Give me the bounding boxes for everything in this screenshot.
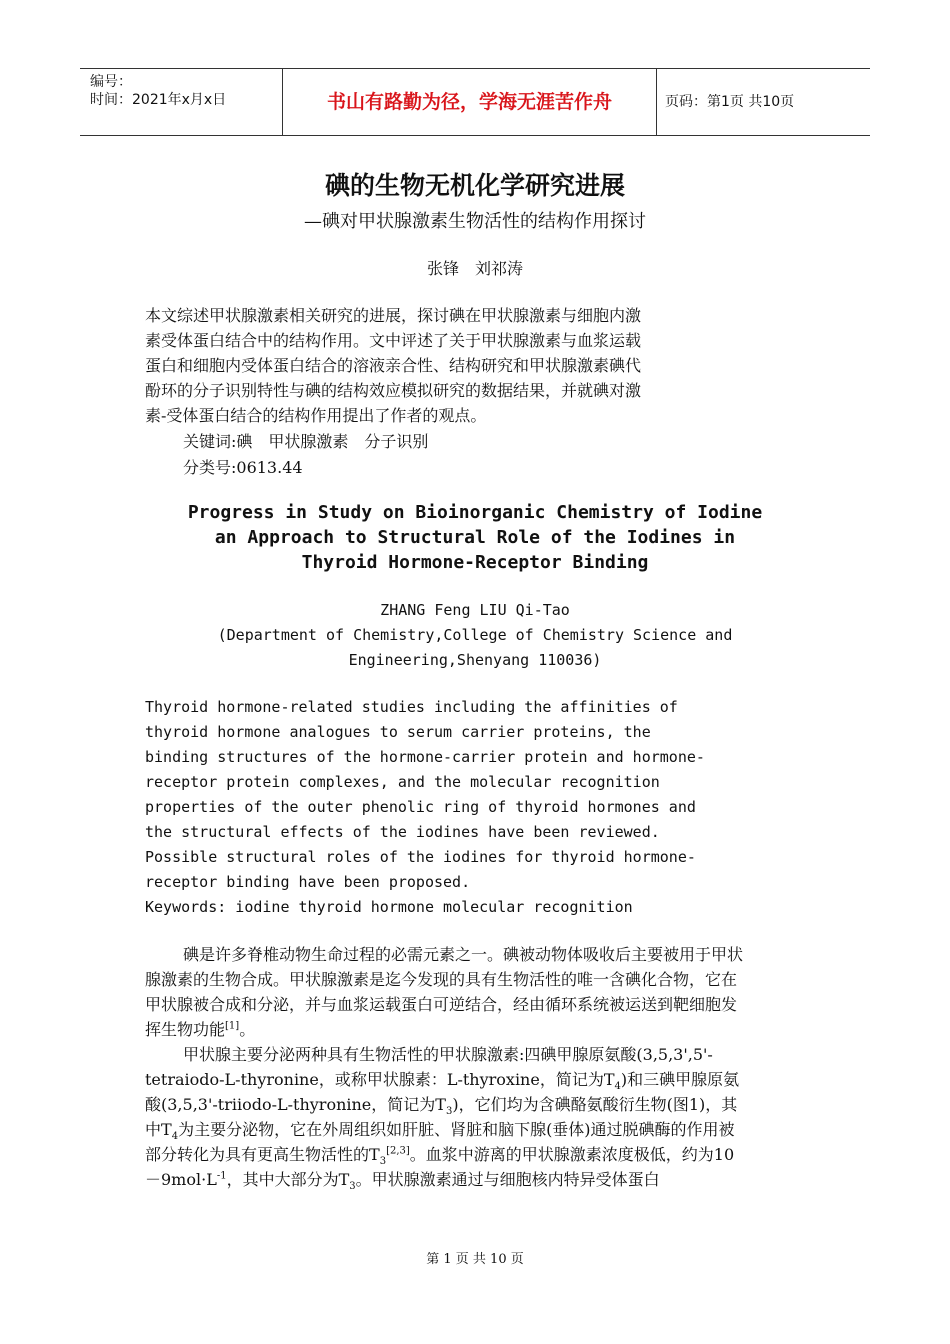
page-code: 页码：第1页 共10页 — [665, 94, 795, 110]
abstract-en-line: thyroid hormone analogues to serum carrier proteins, the — [145, 723, 651, 741]
motto: 书山有路勤为径，学海无涯苦作舟 — [283, 69, 657, 135]
english-affiliation-line: Engineering,Shenyang 110036) — [348, 651, 602, 669]
abstract-en-line: the structural effects of the iodines have been reviewed. — [145, 823, 660, 841]
abstract-cn-line: 素-受体蛋白结合的结构作用提出了作者的观点。 — [145, 406, 487, 425]
abstract-cn — [145, 303, 745, 428]
keywords-en: Keywords: iodine thyroid hormone molecular recognition — [145, 898, 633, 916]
abstract-en-line: receptor protein complexes, and the molecular recognition — [145, 773, 660, 791]
abstract-en-line: Possible structural roles of the iodines for thyroid hormone- — [145, 848, 696, 866]
english-title-line: Thyroid Hormone-Receptor Binding — [301, 552, 649, 573]
header-meta-cell — [80, 69, 283, 135]
english-title-line: Progress in Study on Bioinorganic Chemistry of Iodine — [187, 502, 763, 523]
english-affiliation-line: (Department of Chemistry,College of Chemistry Science and — [217, 626, 733, 644]
body-paragraph-1: 碘是许多脊椎动物生命过程的必需元素之一。碘被动物体吸收后主要被用于甲状腺激素的生物合成。甲状腺激素是迄今发现的具有生物活性的唯一含碘化合物，它在甲状腺被合成和分泌，并与血浆运载蛋白可逆结合，经由循环系统被运送到靶细胞发挥生物功能[1]。 — [145, 945, 744, 1039]
authors: 张锋 刘祁涛 — [426, 259, 523, 278]
abstract-cn-line: 蛋白和细胞内受体蛋白结合的溶液亲合性、结构研究和甲状腺激素碘代 — [145, 356, 642, 375]
english-title — [0, 500, 950, 575]
abstract-en-line: receptor binding have been proposed. — [145, 873, 471, 891]
abstract-cn-line: 酚环的分子识别特性与碘的结构效应模拟研究的数据结果，并就碘对激 — [145, 381, 642, 400]
page-header — [80, 68, 870, 136]
abstract-cn-line: 本文综述甲状腺激素相关研究的进展，探讨碘在甲状腺激素与细胞内激 — [145, 306, 642, 325]
body-paragraph-2: 甲状腺主要分泌两种具有生物活性的甲状腺激素:四碘甲腺原氨酸(3,5,3',5'-tetraiodo-L-thyronine，或称甲状腺素：L-thyroxine，简记为$T_4$)和三碘甲腺原氨酸(3,5,3'-triiodo-L-thyronine，简记为$T_3$)，它们均为含碘酪氨酸衍生物(图1)，其中$T_4$为主要分泌物，它在外周组织如肝脏、肾脏和脑下腺(垂体)通过脱碘酶的作用被部分转化为具有更高生物活性的$T_3[2,3]$。血浆中游离的甲状腺激素浓度极低，约为$10-9mol\cdot L^{-1}$，其中大部分为$T_3$。甲状腺激素通过与细胞核内特异受体蛋白 — [145, 1045, 740, 1193]
document-subtitle: —碘对甲状腺激素生物活性的结构作用探讨 — [304, 211, 646, 232]
keywords-cn: 关键词:碘 甲状腺激素 分子识别 — [183, 432, 429, 451]
abstract-cn-line: 素受体蛋白结合中的结构作用。文中评述了关于甲状腺激素与血浆运载 — [145, 331, 642, 350]
abstract-en-line: binding structures of the hormone-carrier protein and hormone- — [145, 748, 705, 766]
number-label: 编号： — [90, 74, 132, 90]
time-label: 时间：2021年x月x日 — [90, 92, 227, 108]
classification: 分类号:0613.44 — [183, 458, 303, 477]
abstract-en — [145, 695, 755, 920]
english-title-line: an Approach to Structural Role of the Iodines in — [214, 527, 736, 548]
english-authors: ZHANG Feng LIU Qi-Tao — [380, 601, 570, 619]
body-text — [145, 942, 745, 1192]
document-title: 碘的生物无机化学研究进展 — [324, 171, 625, 200]
citation: [2,3] — [386, 1145, 410, 1157]
citation: [1] — [225, 1020, 240, 1032]
page-footer: 第 1 页 共 10 页 — [426, 1252, 524, 1267]
abstract-en-line: Thyroid hormone-related studies including the affinities of — [145, 698, 678, 716]
abstract-en-line: properties of the outer phenolic ring of thyroid hormones and — [145, 798, 696, 816]
english-authors-block — [0, 598, 950, 673]
